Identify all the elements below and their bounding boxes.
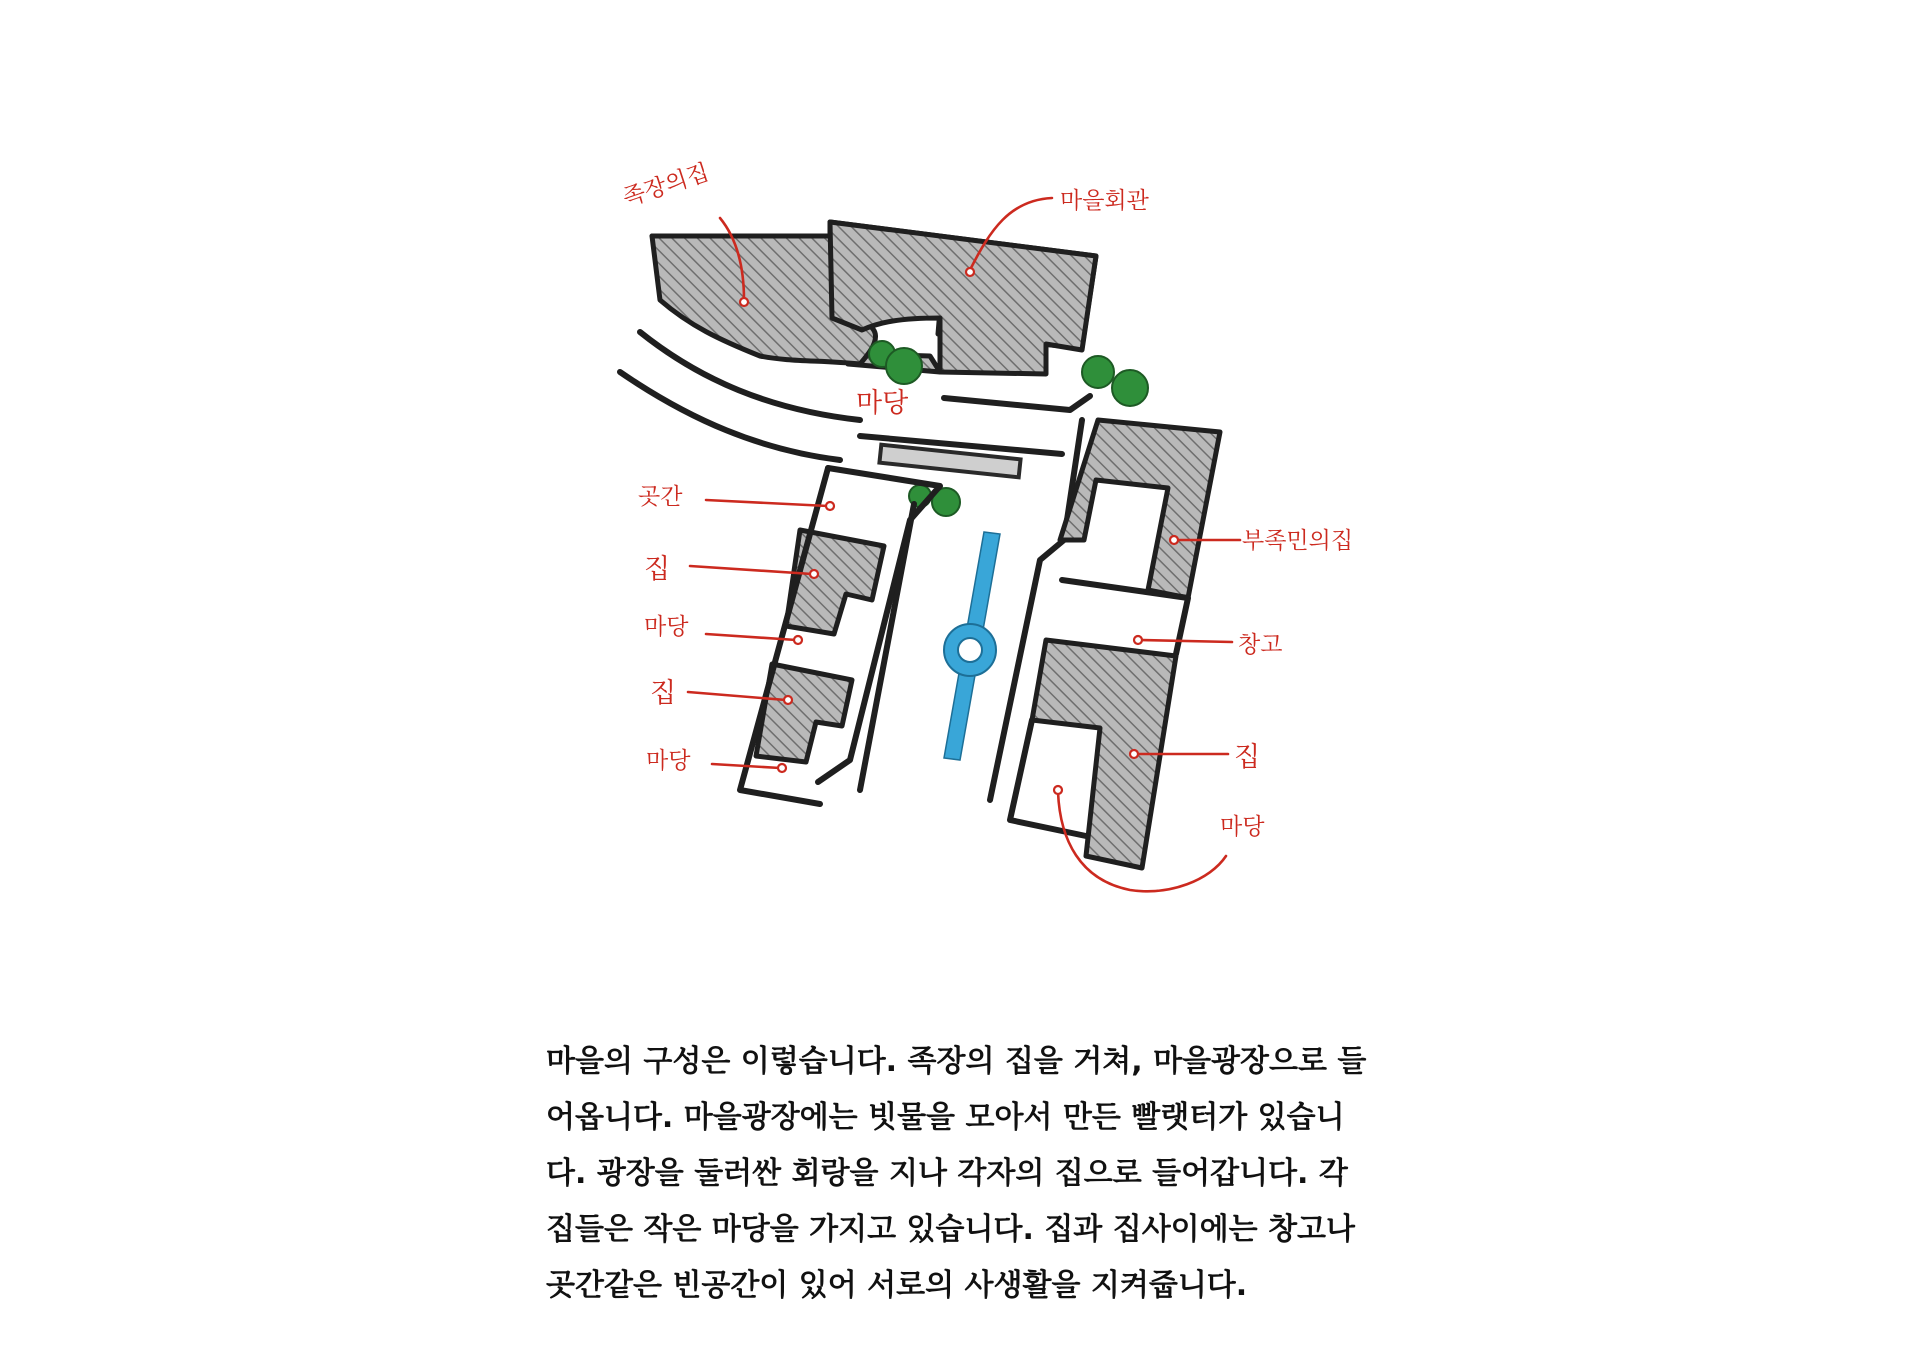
caption-line: 다. 광장을 둘러싼 회랑을 지나 각자의 집으로 들어갑니다. 각 — [546, 1156, 1348, 1191]
label-house-right: 집 — [1234, 742, 1261, 773]
leader-dot — [1134, 636, 1142, 644]
label-courtyard-top: 마당 — [856, 388, 909, 419]
leader-dot — [1170, 536, 1178, 544]
caption-line: 곳간같은 빈공간이 있어 서로의 사생활을 지켜줍니다. — [546, 1268, 1248, 1303]
courtyard-wall-top — [944, 396, 1090, 410]
leader-dot — [778, 764, 786, 772]
leader-dot — [784, 696, 792, 704]
caption-line: 어옵니다. 마을광장에는 빗물을 모아서 만든 빨랫터가 있습니 — [546, 1100, 1345, 1135]
label-village-hall: 마을회관 — [1060, 188, 1149, 214]
right-courtyard-wall — [1010, 720, 1086, 836]
label-chief-house: 족장의집 — [619, 159, 713, 212]
caption-line: 마을의 구성은 이렇습니다. 족장의 집을 거쳐, 마을광장으로 들 — [546, 1044, 1367, 1079]
label-courtyard-right: 마당 — [1220, 814, 1265, 840]
label-house-left-2: 집 — [650, 678, 677, 709]
caption-paragraph — [546, 1034, 1406, 1314]
leader-dot — [966, 268, 974, 276]
leader-dot — [826, 502, 834, 510]
leader-dot — [740, 298, 748, 306]
label-house-left-1: 집 — [644, 554, 671, 585]
label-tribe-house: 부족민의집 — [1242, 528, 1354, 554]
caption-line: 집들은 작은 마당을 가지고 있습니다. 집과 집사이에는 창고나 — [546, 1212, 1356, 1247]
tree — [886, 348, 922, 384]
fountain-center — [958, 638, 982, 662]
label-courtyard-left-2: 마당 — [646, 748, 691, 774]
tree — [1112, 370, 1148, 406]
label-courtyard-left-1: 마당 — [644, 614, 689, 640]
leader-dot — [1130, 750, 1138, 758]
leader-dot — [1054, 786, 1062, 794]
label-storage: 곳간 — [638, 484, 683, 510]
tribe-house-block — [1060, 420, 1220, 598]
tree — [1082, 356, 1114, 388]
label-warehouse: 창고 — [1238, 632, 1283, 658]
leader-storage — [706, 500, 828, 506]
leader-warehouse — [1140, 640, 1232, 642]
leader-dot — [810, 570, 818, 578]
leader-dot — [794, 636, 802, 644]
left-house-1 — [786, 530, 884, 634]
